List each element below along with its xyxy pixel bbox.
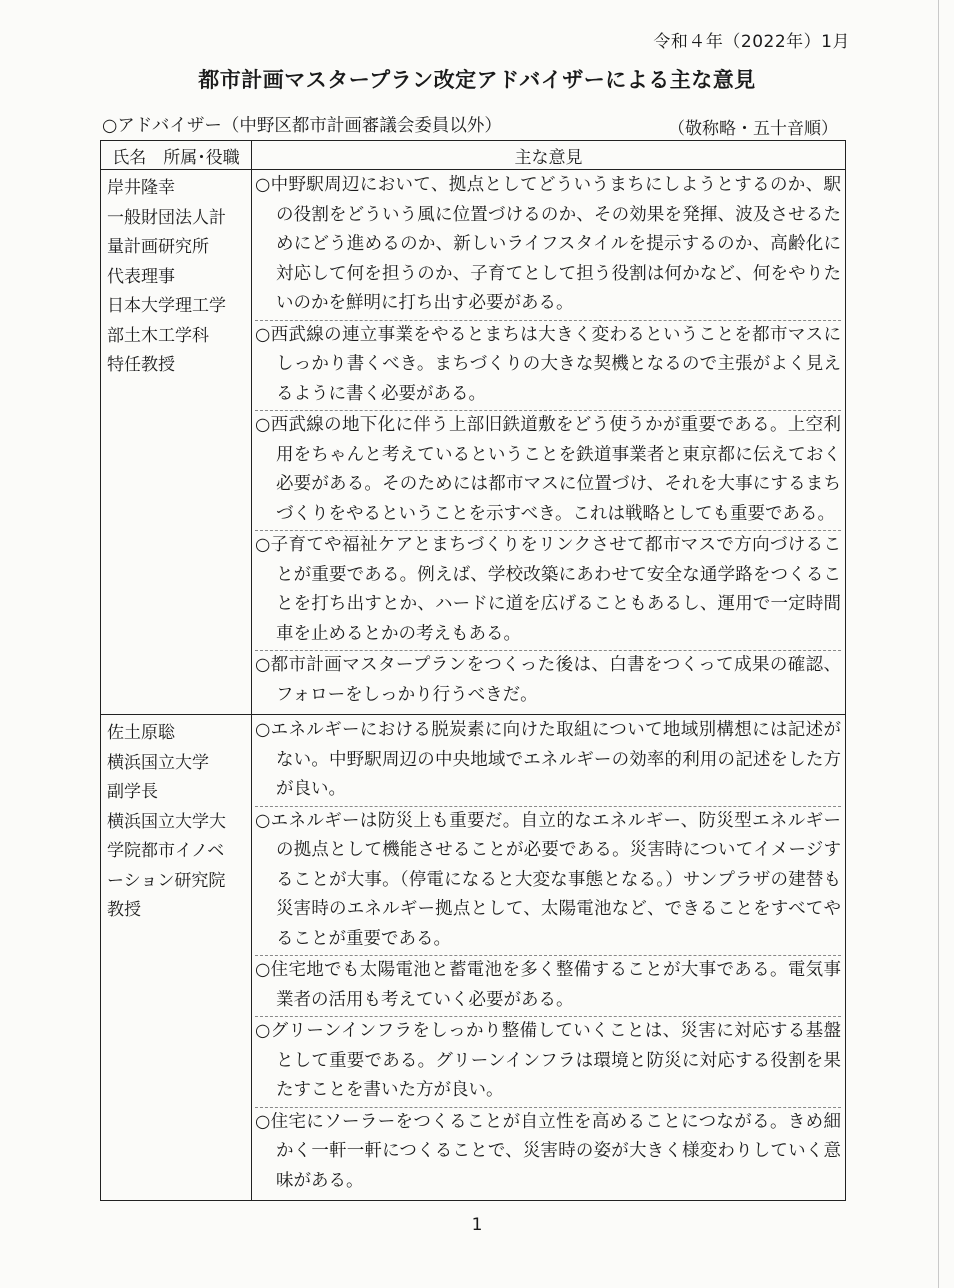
person-cell xyxy=(101,715,252,1201)
table-row xyxy=(101,170,846,715)
document-title: 都市計画マスタープラン改定アドバイザーによる主な意見 xyxy=(198,68,756,92)
person-cell xyxy=(101,170,252,715)
opinions-table xyxy=(100,140,846,1201)
person-affiliation-line: 代表理事 xyxy=(107,266,175,287)
person-name: 佐土原聡 xyxy=(107,723,175,743)
person-affiliation-line: 横浜国立大学大 xyxy=(107,811,226,832)
person-affiliation-line: 量計画研究所 xyxy=(107,237,209,257)
document-date: 令和４年（2022年）1月 xyxy=(653,32,850,52)
person-affiliation-line: 横浜国立大学 xyxy=(107,752,209,773)
page-number: 1 xyxy=(471,1215,483,1235)
person-affiliation-line: 学院都市イノベ xyxy=(107,841,225,861)
opinions-cell xyxy=(252,170,846,715)
opinion-item: ○グリーンインフラをしっかり整備していくことは、災害に対応する基盤として重要である。グリーンインフラは環境と防災に対応する役割を果たすことを書いた方が良い。 xyxy=(255,1016,841,1107)
person-affiliation-line: 教授 xyxy=(107,900,141,920)
opinion-item: ○中野駅周辺において、拠点としてどういうまちにしようとするのか、駅の役割をどういう風に位置づけるのか、その効果を発揮、波及させるためにどう進めるのか、新しいライフスタイルを提示するのか、高齢化に対応して何を担うのか、子育てとして担う役割は何かなど、何をやりたいのかを鮮明に打ち出す必要がある。 xyxy=(255,175,841,313)
person-affiliation-line: 副学長 xyxy=(107,782,158,802)
opinion-item: ○都市計画マスタープランをつくった後は、白書をつくって成果の確認、フォローをしっかり行うべきだ。 xyxy=(255,650,841,711)
opinion-item: ○西武線の連立事業をやるとまちは大きく変わるということを都市マスにしっかり書くべき。まちづくりの大きな契機となるので主張がよく見えるように書く必要がある。 xyxy=(255,320,841,411)
person-affiliation-line: 日本大学理工学 xyxy=(107,296,226,316)
header-opinions: 主な意見 xyxy=(252,141,846,170)
scan-edge-right xyxy=(938,0,939,1288)
person-name: 岸井隆幸 xyxy=(107,178,175,198)
opinions-cell xyxy=(252,715,846,1201)
honorific-note: （敬称略・五十音順） xyxy=(668,119,838,139)
person-affiliation-line: 特任教授 xyxy=(107,355,175,375)
opinion-item: ○西武線の地下化に伴う上部旧鉄道敷をどう使うかが重要である。上空利用をちゃんと考えているということを鉄道事業者と東京都に伝えておく必要がある。そのためには都市マスに位置づけ、それを大事にするまちづくりをやるということを示すべき。これは戦略としても重要である。 xyxy=(255,410,841,530)
person-affiliation-line: ーション研究院 xyxy=(107,870,226,891)
opinion-item: ○エネルギーは防災上も重要だ。自立的なエネルギー、防災型エネルギーの拠点として機能させることが必要である。災害時についてイメージすることが大事。（停電になると大変な事態となる。）サンプラザの建替も災害時のエネルギー拠点として、太陽電池など、できることをすべてやることが重要である。 xyxy=(255,806,841,956)
opinion-item: ○エネルギーにおける脱炭素に向けた取組について地域別構想には記述がない。中野駅周辺の中央地域でエネルギーの効率的利用の記述をした方が良い。 xyxy=(255,720,841,799)
person-affiliation-line: 部土木工学科 xyxy=(107,325,209,346)
table-header-row xyxy=(101,141,846,170)
opinion-item: ○住宅にソーラーをつくることが自立性を高めることにつながる。きめ細かく一軒一軒につくることで、災害時の姿が大きく様変わりしていく意味がある。 xyxy=(255,1107,841,1198)
section-subtitle: ○アドバイザー（中野区都市計画審議会委員以外） xyxy=(102,116,502,136)
person-affiliation-line: 一般財団法人計 xyxy=(107,207,226,228)
opinion-item: ○子育てや福祉ケアとまちづくりをリンクさせて都市マスで方向づけることが重要である。例えば、学校改築にあわせて安全な通学路をつくることを打ち出すとか、ハードに道を広げることもあるし、運用で一定時間車を止めるとかの考えもある。 xyxy=(255,530,841,650)
opinion-item: ○住宅地でも太陽電池と蓄電池を多く整備することが大事である。電気事業者の活用も考えていく必要がある。 xyxy=(255,955,841,1016)
header-person: 氏名 所属･役職 xyxy=(101,141,252,170)
table-row xyxy=(101,715,846,1201)
